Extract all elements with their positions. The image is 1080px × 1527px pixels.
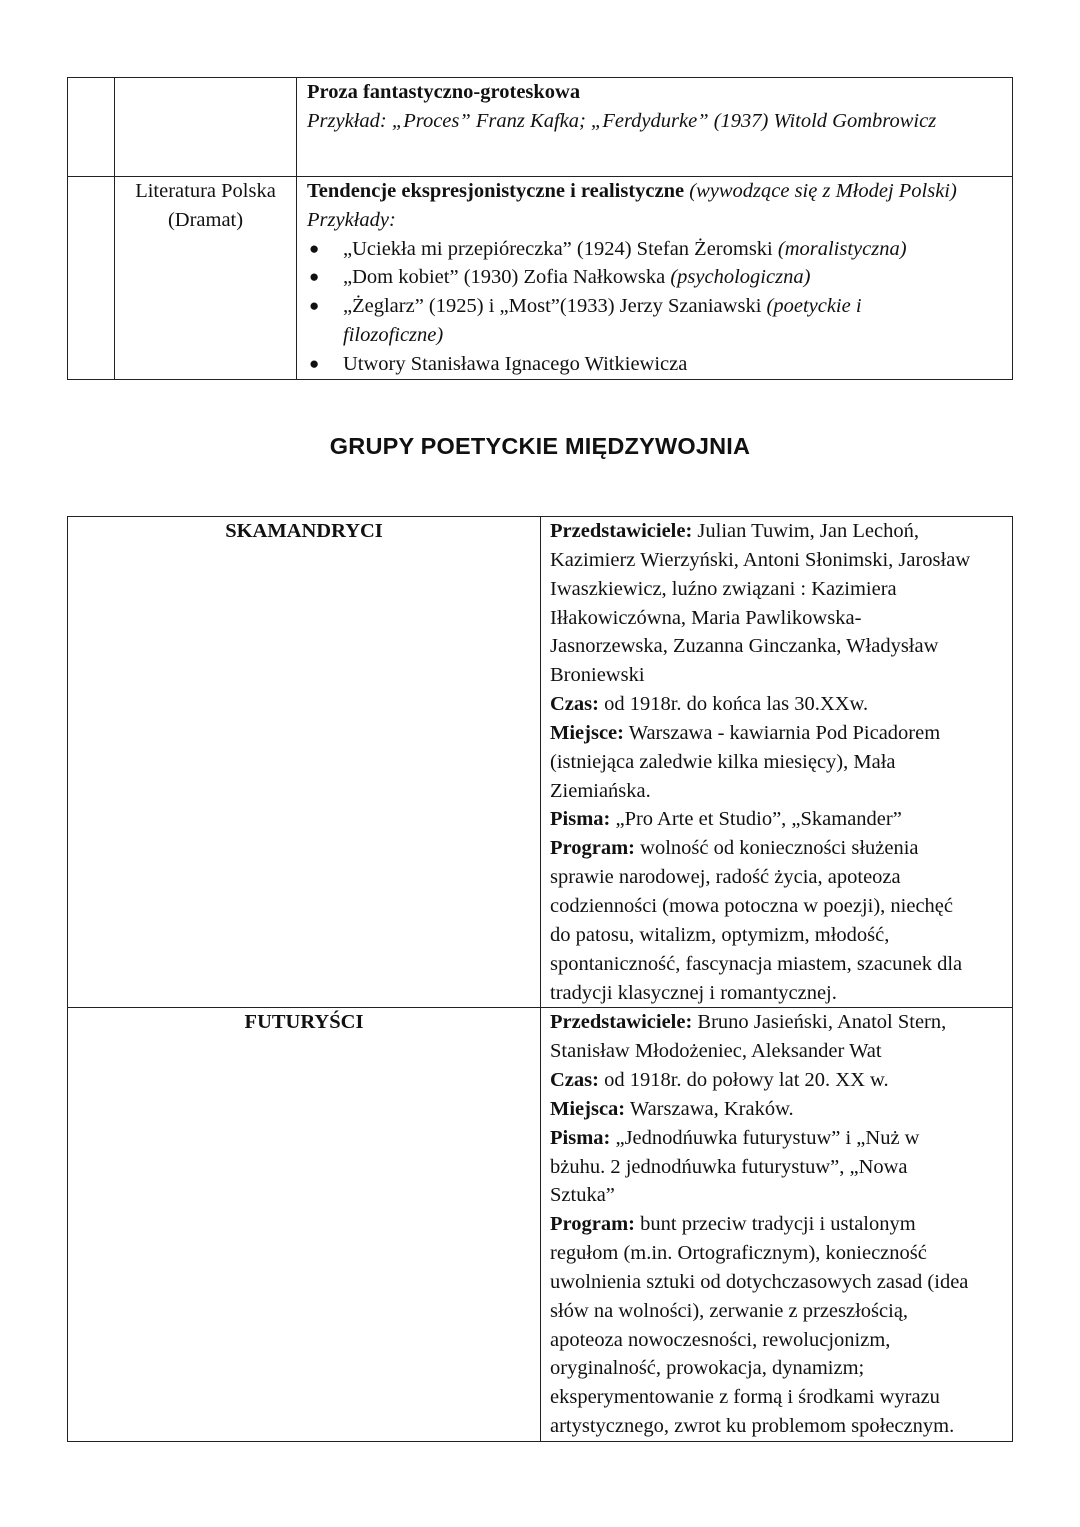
field-text: „Jednodńuwka futurystuw” i „Nuż w — [610, 1126, 920, 1149]
field-text: wolność od konieczności służenia — [635, 837, 919, 860]
description-line — [550, 517, 1004, 546]
field-label: Przedstawiciele: — [550, 520, 693, 542]
description-line — [550, 1095, 1004, 1124]
examples-label: Przykłady: — [307, 208, 396, 231]
field-label: Czas: — [550, 693, 599, 716]
field-label: Przedstawiciele: — [550, 1011, 693, 1034]
field-label: Program: — [550, 1213, 636, 1236]
description-line: oryginalność, prowokacja, dynamizm; — [550, 1357, 865, 1380]
description-line: artystycznego, zwrot ku problemom społecznym. — [550, 1415, 955, 1438]
description-line: tradycji klasycznej i romantycznej. — [550, 981, 837, 1004]
field-label: Program: — [550, 837, 636, 860]
group-name-cell — [68, 517, 541, 1008]
poetic-groups-table — [67, 516, 1013, 1442]
table-cell-empty — [68, 78, 115, 177]
tendency-heading — [307, 177, 1006, 206]
bullet-icon: ● — [309, 296, 320, 316]
description-line: Iwaszkiewicz, luźno związani : Kazimiera — [550, 577, 897, 600]
table-cell-content — [297, 177, 1013, 380]
list-item-text: „Uciekła mi przepióreczka” (1924) Stefan Żeromski — [343, 237, 778, 260]
description-line: Jasnorzewska, Zuzanna Ginczanka, Władysław — [550, 635, 939, 658]
group-name: FUTURYŚCI — [244, 1011, 364, 1034]
list-item — [307, 263, 1006, 292]
description-line — [550, 834, 1004, 863]
field-text: od 1918r. do połowy lat 20. XX w. — [598, 1069, 889, 1092]
field-text: Warszawa - kawiarnia Pod Picadorem — [623, 721, 941, 744]
description-line: Broniewski — [550, 664, 645, 687]
list-item-text: „Dom kobiet” (1930) Zofia Nałkowska — [343, 266, 671, 289]
description-line: bżuhu. 2 jednodńuwka futurystuw”, „Nowa — [550, 1155, 908, 1178]
field-text: Bruno Jasieński, Anatol Stern, — [692, 1011, 947, 1034]
list-item-note: (poetyckie i — [766, 295, 862, 318]
description-line: Iłłakowiczówna, Maria Pawlikowska- — [550, 606, 862, 629]
field-text: Julian Tuwim, Jan Lechoń, — [692, 520, 919, 542]
genre-heading: Proza fantastyczno-groteskowa — [307, 81, 581, 103]
description-line — [550, 1008, 1004, 1037]
literature-table — [67, 77, 1013, 380]
section-heading: GRUPY POETYCKIE MIĘDZYWOJNIA — [329, 433, 751, 459]
table-row — [68, 177, 1013, 380]
list-item-text: Utwory Stanisława Ignacego Witkiewicza — [343, 352, 688, 375]
list-item-text: „Żeglarz” (1925) i „Most”(1933) Jerzy Szaniawski — [343, 295, 767, 318]
bullet-icon: ● — [309, 353, 320, 373]
group-name-cell — [68, 1008, 541, 1442]
field-label: Miejsce: — [550, 721, 624, 744]
description-line — [550, 690, 1004, 719]
field-label: Czas: — [550, 1069, 599, 1092]
category-label: Literatura Polska — [135, 180, 276, 202]
examples-list — [307, 235, 1006, 379]
list-item-note-continued: filozoficzne) — [343, 323, 444, 346]
description-line: eksperymentowanie z formą i środkami wyrazu — [550, 1386, 940, 1409]
table-cell-empty — [68, 177, 115, 380]
tendency-heading-note: (wywodzące się z Młodej Polski) — [684, 180, 957, 202]
table-row — [68, 1008, 1013, 1442]
table-cell-category — [115, 78, 297, 177]
description-line: Kazimierz Wierzyński, Antoni Słonimski, Jarosław — [550, 548, 971, 571]
list-item — [307, 235, 1006, 264]
description-line — [550, 719, 1004, 748]
description-line — [550, 1124, 1004, 1153]
description-line: Stanisław Młodożeniec, Aleksander Wat — [550, 1040, 882, 1063]
description-line — [550, 805, 1004, 834]
description-line: słów na wolności), zerwanie z przeszłością, — [550, 1299, 909, 1322]
list-item-note: (moralistyczna) — [777, 237, 907, 260]
description-line: spontaniczność, fascynacja miastem, szacunek dla — [550, 952, 963, 975]
description-line: do patosu, witalizm, optymizm, młodość, — [550, 923, 890, 946]
description-line: apoteoza nowoczesności, rewolucjonizm, — [550, 1328, 891, 1351]
field-label: Pisma: — [550, 808, 611, 831]
bullet-icon: ● — [309, 238, 320, 258]
field-text: „Pro Arte et Studio”, „Skamander” — [610, 808, 902, 831]
field-text: Warszawa, Kraków. — [625, 1097, 794, 1120]
bullet-icon: ● — [309, 267, 320, 287]
group-description-cell — [541, 517, 1013, 1008]
table-cell-category — [115, 177, 297, 380]
field-text: bunt przeciw tradycji i ustalonym — [635, 1213, 916, 1236]
group-description-cell — [541, 1008, 1013, 1442]
field-text: od 1918r. do końca las 30.XXw. — [598, 693, 869, 716]
category-sublabel: (Dramat) — [167, 208, 244, 231]
description-line: codzienności (mowa potoczna w poezji), niechęć — [550, 894, 953, 917]
tendency-heading-bold: Tendencje ekspresjonistyczne i realistyczne — [307, 180, 685, 202]
description-line — [550, 1066, 1004, 1095]
description-line: regułom (m.in. Ortograficznym), konieczność — [550, 1242, 927, 1265]
list-item-note: (psychologiczna) — [670, 266, 811, 289]
description-line: uwolnienia sztuki od dotychczasowych zasad (idea — [550, 1270, 969, 1293]
description-line: sprawie narodowej, radość życia, apoteoza — [550, 866, 901, 889]
description-line: (istniejąca zaledwie kilka miesięcy), Mała — [550, 750, 896, 773]
field-label: Miejsca: — [550, 1097, 626, 1120]
list-item — [307, 292, 1006, 350]
group-name: SKAMANDRYCI — [225, 520, 383, 542]
field-label: Pisma: — [550, 1126, 611, 1149]
table-row — [68, 78, 1013, 177]
description-line: Sztuka” — [550, 1184, 615, 1207]
genre-example: Przykład: „Proces” Franz Kafka; „Ferdydurke” (1937) Witold Gombrowicz — [307, 109, 937, 132]
list-item — [307, 350, 1006, 379]
table-cell-content — [297, 78, 1013, 177]
description-line: Ziemiańska. — [550, 779, 651, 802]
table-row — [68, 517, 1013, 1008]
description-line — [550, 1210, 1004, 1239]
